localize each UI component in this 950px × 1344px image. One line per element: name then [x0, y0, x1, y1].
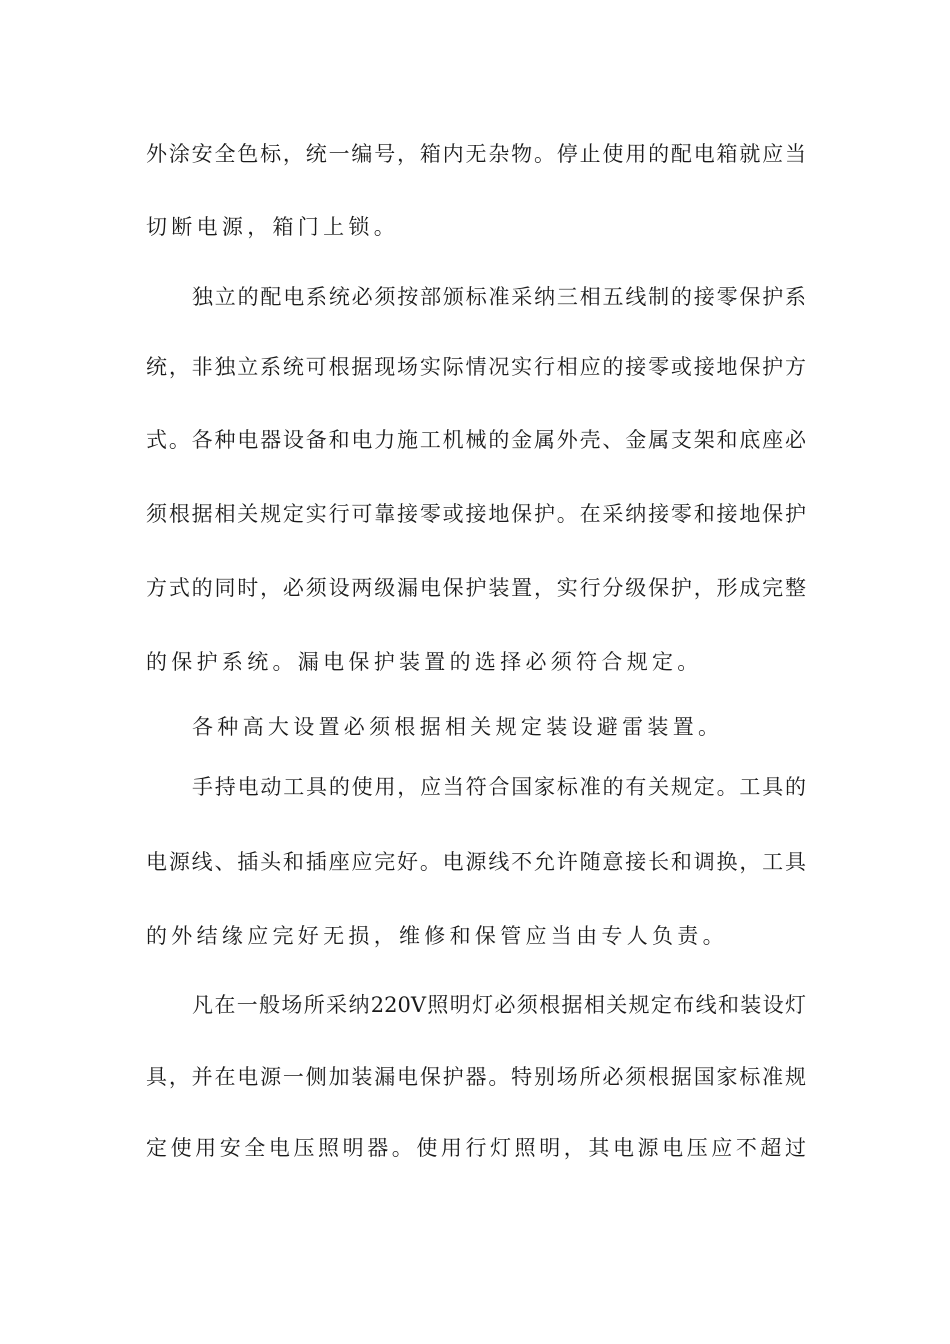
- text-line: 方式的同时，必须设两级漏电保护装置，实行分级保护，形成完整: [146, 576, 806, 600]
- text-line: 的外结缘应完好无损，维修和保管应当由专人负责。: [146, 924, 728, 948]
- text-line: 手持电动工具的使用，应当符合国家标准的有关规定。工具的: [192, 775, 806, 799]
- text-line: 独立的配电系统必须按部颁标准采纳三相五线制的接零保护系: [192, 285, 806, 309]
- text-line: 式。各种电器设备和电力施工机械的金属外壳、金属支架和底座必: [146, 428, 806, 452]
- text-line: 外涂安全色标，统一编号，箱内无杂物。停止使用的配电箱就应当: [146, 142, 806, 166]
- text-line: 电源线、插头和插座应完好。电源线不允许随意接长和调换，工具: [146, 850, 806, 874]
- text-line: 的保护系统。漏电保护装置的选择必须符合规定。: [146, 650, 703, 674]
- text-line: 各种高大设置必须根据相关规定装设避雷装置。: [192, 715, 724, 739]
- text-line: 统，非独立系统可根据现场实际情况实行相应的接零或接地保护方: [146, 355, 806, 379]
- text-line: 具，并在电源一侧加装漏电保护器。特别场所必须根据国家标准规: [146, 1065, 806, 1089]
- text-line: 须根据相关规定实行可靠接零或接地保护。在采纳接零和接地保护: [146, 502, 806, 526]
- text-line: 凡在一般场所采纳220V照明灯必须根据相关规定布线和装设灯: [192, 993, 806, 1017]
- text-line: 切断电源，箱门上锁。: [146, 215, 399, 239]
- text-line: 定使用安全电压照明器。使用行灯照明，其电源电压应不超过: [146, 1136, 806, 1160]
